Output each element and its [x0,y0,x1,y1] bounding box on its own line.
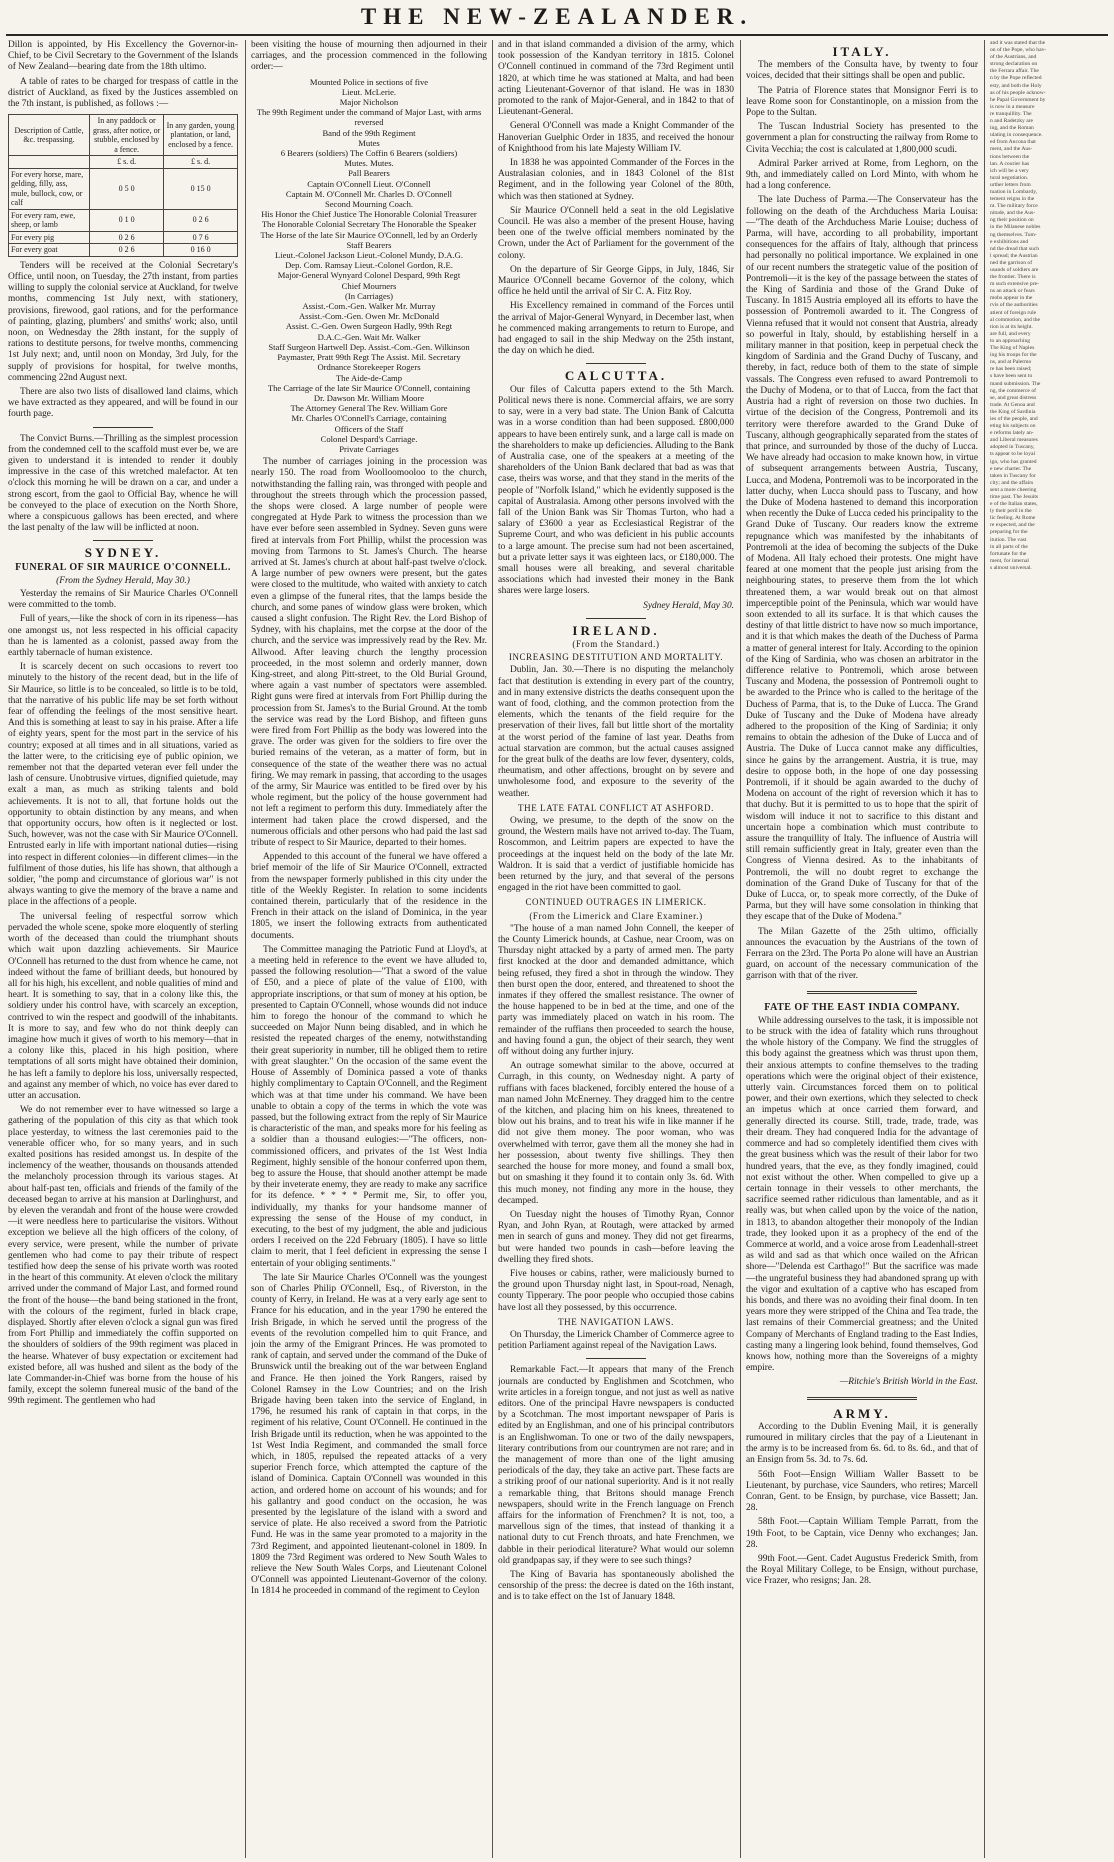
list-item: Assist.-Com.-Gen. Owen Mr. McDonald [298,311,440,322]
text-line: s have been sent to [990,373,1033,380]
section-rule [586,363,646,364]
article-paragraph: been visiting the house of mourning then adjourned in their carriages, and the procession commenced in the following order:— [251,40,487,73]
text-line: taken in Tuscany for [990,472,1036,479]
text-line: preparing for the [990,529,1028,536]
list-item: The Attorney General The Rev. William Gore [290,403,448,414]
section-heading-sydney: SYDNEY. [84,545,162,561]
text-line: lan. A courier has [990,160,1030,167]
column-1 [8,40,238,1858]
article-paragraph: On Thursday, the Limerick Chamber of Commerce agree to petition Parliament against repeal of the Navigation Laws. [498,1329,734,1352]
list-item: Major Nicholson [339,97,399,108]
land-claims-notice: There are also two lists of disallowed land claims, which we have extracted as they appeared, and will be found in our fourth page. [8,386,238,420]
text-line: tement reigns in the [990,196,1035,203]
list-item: Chief Mourners [341,280,397,291]
list-item: Officers of the Staff [334,423,404,434]
list-item: Staff Bearers [346,239,392,250]
list-item: The Carriage of the late Sir Maurice O'Connell, containing [267,382,471,393]
convict-burns-article: The Convict Burns.—Thrilling as the simplest procession from the condemned cell to the scaffold must ever be, we are given to understand it is intended to render it doubly impressive in the case of this wretched malefactor. At ten o'clock this morning he will be drawn on a car, and under a strong escort, from the gaol to Official Bay, whence he will be conveyed to the place of execution on the North Shore, where a conspicuous gallows has been erected, and where the last penalty of the law will be inflicted at noon. [8,433,238,534]
article-paragraph: The King of Bavaria has spontaneously abolished the censorship of the press: the decree is dated on the 16th instant, and is to take effect on the 1st of January 1848. [498,1570,734,1603]
masthead-rule [6,34,1108,36]
table-units: £ s. d. [164,156,238,169]
text-line: ng, the commerce of [990,387,1036,394]
article-paragraph: Five houses or cabins, rather, were maliciously burned to the ground upon Thursday night last, in Spout-road, Nenagh, county Tipperary. The poor people who occupied those cabins have lost all they possessed, by this occurrence. [498,1268,734,1313]
table-cell: 0 2 6 [90,231,164,244]
list-item: D.A.C.-Gen. Wait Mr. Walker [317,331,421,342]
text-line: ns, and at Palermo [990,359,1032,366]
text-line: itution. The vast [990,536,1027,543]
text-line: mand submission. The [990,380,1041,387]
table-header: In any paddock or grass, after notice, or stubble, enclosed by a fence. [90,115,164,156]
section-heading-calcutta: CALCUTTA. [564,368,668,384]
text-line: eting his subjects on [990,423,1036,430]
article-paragraph: The members of the Consulta have, by twenty to four voices, decided that their sittings shall be open and public. [746,60,978,82]
article-paragraph: General O'Connell was made a Knight Commander of the Hanoverian Guelphic Order in 1835, and received the honour of Knighthood from his late Majesty William IV. [498,121,734,154]
text-line: m such extensive pre- [990,281,1039,288]
list-item: Assist.-Com.-Gen. Walker Mr. Murray [302,301,436,312]
column-divider [492,40,493,1858]
trespass-rates-table [8,114,238,257]
text-line: tion is at its height. [990,323,1033,330]
procession-order-list [251,77,487,455]
text-line: ies of the people, and [990,415,1038,422]
text-line: ts appear to be loyal [990,451,1036,458]
text-line: usands of soldiers are [990,267,1039,273]
article-subheading: THE NAVIGATION LAWS. [558,1316,674,1327]
article-paragraph: 56th Foot—Ensign William Waller Bassett to be Lieutenant, by purchase, vice Saunders, who retires; Marcell Conran, Gent. to be Ensign, by purchase, vice Bassett; Jan. 28. [746,1469,978,1514]
table-units: £ s. d. [90,156,164,169]
section-heading-ireland: IRELAND. [572,622,660,638]
list-item: Pall Bearers [348,168,390,179]
list-item: The Honorable Colonial Secretary The Honorable the Speaker [261,219,477,230]
text-line: ing, and the Roman [990,125,1034,132]
text-line: adopted in Tuscany, [990,444,1035,451]
article-paragraph: His Excellency remained in command of the Forces until the arrival of Major-General Wynyard, in December last, when he commenced making arrangements to return to Europe, and had engaged to sail in the ship Medway on the 25th instant, the day on which he died. [498,301,734,357]
table-cell: For every pig [9,231,90,244]
article-paragraph: On the departure of Sir George Gipps, in July, 1846, Sir Maurice O'Connell became Governor of the colony, which office he held until the arrival of Sir C. A. Fitz Roy. [498,264,734,298]
text-line: in all parts of the [990,543,1028,550]
text-line: ulating in consequence. [990,132,1043,139]
article-paragraph: Remarkable Fact.—It appears that many of the French journals are conducted by Englishmen and Scotchmen, who write articles in a foreign tongue, and not just as well as native editors. One of the principal Havre newspapers is conducted by a Scotchman. The most important newspaper of Paris is edited by an Englishman, and one of his principal contributors is an Englishwoman. To one or two of the daily newspapers, literary contributions from our countrymen are not rare; and in the management of more than one of the light amusing periodicals of the day, they take an active part. These facts are a striking proof of our national superiority. And is it not really a remarkable thing, that Britons should manage French newspapers, should write in the French language on French affairs for the information of Frenchmen? It is not, too, a marvellous sign of the times, that instead of thanking it a national duty to cut French throats, and hate Frenchmen, we dabble in their periodical literature? What would our solemn old grandpapas say, if they were to see such things? [498,1365,734,1566]
article-source: Sydney Herald, May 30. [643,600,734,611]
table-cell: For every horse, mare, gelding, filly, ass, mule, bullock, cow, or calf [9,168,90,209]
table-units-row [9,156,238,169]
text-line: and it was stated that the [990,40,1046,46]
text-line: sent a more cheering [990,486,1037,493]
section-rule [586,1358,646,1359]
text-line: strong declaration on [990,61,1038,68]
table-cell: 0 15 0 [164,168,238,209]
list-item: Major-General Wynyard Colonel Despard, 99th Regt [277,270,461,281]
article-paragraph: On Tuesday night the houses of Timothy Ryan, Connor Ryan, and John Ryan, at Routagh, were attacked by armed men in search of guns and money. They did not get firearms, but were handed two pounds in cash—before leaving the dwelling they fired shots. [498,1209,734,1265]
text-line: on of the Pope, who hav- [990,47,1047,54]
column-4 [746,40,978,1858]
table-cell: 0 5 0 [90,168,164,209]
article-paragraph: The Committee managing the Patriotic Fund at Lloyd's, at a meeting held in reference to the event we have alluded to, passed the following resolution—"That a sword of the value of £50, and a piece of plate of the value of £100, with appropriate inscriptions, or that sum of money at his option, be presented to Captain O'Connell, whose wounds did not induce him to forego the honour of the command to which he succeeded on Major Nunn being disabled, and in which he resisted the repeated charges of the enemy, notwithstanding their great superiority in number, till he obliged them to retire with great slaughter." On the occasion of the same event the House of Assembly of Dominica passed a vote of thanks highly complimentary to Captain O'Connell, and the Regiment which was at that time under his command. We have been unable to obtain a copy of the terms in which the vote was passed, but the following extract from the reply of Sir Maurice is characteristic of the man, and speaks more for his feeling as a soldier than a thousand eulogies:—"The officers, non-commissioned officers, and privates of the 1st West India Regiment, highly sensible of the honour conferred upon them, beg to assure the House, that should another attempt be made by their inveterate enemy, they are ready to make any sacrifice for its defence. * * * * Permit me, Sir, to offer you, individually, my thanks for your handsome manner of expressing the sense of the House of my conduct, in executing, to the best of my judgment, the able and judicious orders I received on the 22d February (1805). I have so little claim to merit, that I feel deficient in expressing the sense I entertain of your obliging sentiments." [251,944,487,1269]
text-line: The King of Naples [990,345,1035,352]
list-item: Private Carriages [339,443,399,454]
table-row [9,244,238,257]
list-item: 6 Bearers (soldiers) The Coffin 6 Bearers (soldiers) [280,148,458,159]
article-paragraph: While addressing ourselves to the task, it is impossible not to be struck with the idea of fatality which runs throughout the whole history of the Company. We find the struggles of this body against the greatness which was thrust upon them, their anxious attempts to confine themselves to the trading operations which were the original object of their existence, utterly vain. Circumstances forced them on to political power, and their own exertions, which they selected to check an impetus which at once carried them forward, and generally directed its course. Still, trade, trade, trade, was their dream. They had conquered India for the advantage of commerce and had so completely identified them cives with the great business which was the result of their labor for two hundred years, that the eve, as they fondly imagined, could not exist without the other. When compelled to give up a certain tonnage in their vessels to other merchants, the sacrifice seemed rather ridiculous than lamentable, and as it really was, but when called upon by the voice of the nation, in 1813, to abandon altogether their monopoly of the Indian trade, they looked upon it as a prophecy of the end of the Commerce at world, and a voice arose from Leadenhall-street as wild and sad as that which once wailed on the African shore—"Delenda est Carthago!" But the sacrifice was made—the ungrateful business they had abandoned sprang up with the vigor and exultation of a captive who has escaped from his bonds, and there was no avoiding their final doom. In ten years more they were stripped of the China and Tea trade, the last remains of their Commercial greatness; and the United Company of Merchants of England trading to the East Indies, casting many a lingering look behind, found themselves, God knows how, nothing more than the Sovereigns of a mighty empire. [746,1015,978,1374]
article-paragraph: Admiral Parker arrived at Rome, from Leghorn, on the 9th, and immediately called on Lord Minto, with whom he had a long conference. [746,158,978,192]
list-item: The Horse of the late Sir Maurice O'Connell, led by an Orderly [260,229,478,240]
article-source: (From the Limerick and Clare Examiner.) [529,910,703,921]
table-row [9,231,238,244]
section-rule [807,991,917,994]
cropped-text-lines [990,40,1108,572]
list-item: Mutes. Mutes. [344,158,394,169]
text-line: e reforms lately an- [990,430,1034,437]
text-line: rvis of the authorities [990,302,1038,309]
list-item: Staff Surgeon Hartwell Dep. Assist.-Com.-Gen. Wilkinson [268,341,470,352]
text-line: e exhibitions and [990,238,1029,245]
section-rule [807,1397,917,1400]
text-line: in the Milanese nobles [990,224,1041,231]
list-item: Ordnance Storekeeper Rogers [317,362,421,373]
text-line: nt. The military force [990,203,1038,210]
text-line: n and Radetzky are [990,118,1034,125]
article-source: —Ritchie's British World in the East. [839,1377,978,1388]
section-rule [93,427,153,428]
text-line: ng themselves. Tum- [990,231,1037,238]
text-line: the Ferrara affair. The [990,68,1039,75]
section-heading-east-india: FATE OF THE EAST INDIA COMPANY. [764,1001,960,1013]
list-item: Mr. Charles O'Connell's Carriage, containing [291,413,447,424]
text-line: and Liberal measures [990,437,1038,444]
text-line: n by the Pope reflected [990,75,1042,82]
table-header: Description of Cattle, &c. trespassing. [9,115,90,156]
text-line: ns an attack or fears [990,288,1035,295]
text-line: urther letters from [990,181,1031,188]
article-paragraph: The number of carriages joining in the procession was nearly 150. The road from Woolloomooloo to the church, notwithstanding the falling rain, was thronged with people and throughout the streets through which the procession passed, the shops were closed. A large number of people were congregated at Hyde Park to witness the procession than we have ever before seen assembled in Sydney. Seven guns were fired at intervals from Fort Phillip, whilst the procession was moving from Tarmons to St. James's Church. The hearse arrived at St. James's church at about half-past twelve o'clock. A large number of pew owners were present, but the gates were closed to the multitude, who waited with anxiety to catch even a glimpse of the funeral rites, that the lamps beside the church, and some panes of window glass were broken, which caused a slight confusion. The Right Rev. the Lord Bishop of Sydney, with his chaplains, met the corpse at the door of the church, and the service was impressively read by the Rev. Mr. Allwood. After leaving church the lengthy procession proceeded, in the most solemn and orderly manner, down King-street, and along Pitt-street, to the Old Burial Ground, where again a vast number of spectators were assembled. Right guns were fired at intervals from Fort Phillip during the procession from St. James's to the Burial Ground. At the tomb the service was read by the Lord Bishop, and fifteen guns were fired from Fort Phillip as the body was lowered into the grave. The order was given for the soldiers to fire over the buried remains of the veteran, as a matter of form, but in consequence of the state of the weather there was no actual firing. We may remark in passing, that according to the usages of the army, Sir Maurice was entitled to be fired over by his whole regiment, but the policy of the house government had not left a regiment to perform this duty. Immediately after the interment had taken place the crowd dispersed, and the numerous officials and other persons who had paid the last sad tribute of respect to Sir Maurice, departed to their homes. [251,457,487,849]
article-paragraph: It is scarcely decent on such occasions to revert too minutely to the history of the recent dead, but in the life of Sir Maurice, so little is to be concealed, so little is to be told, that the narrative of his public life may be set forth without fear of offending the feelings of the most sensitive heart. And this is something at least to say in his praise. After a life of eighty years, spent for the most part in the service of his country; exposed at all times and in all situations, varied as the latter were, to the criticising eye of public opinion, we remember not that the departed veteran ever fell under the lash of censure. Unobtrusive virtues, dignified quietude, may exalt a man, as much as striking talents and bold achievements. It is not to all, that fortune holds out the opportunity to obtain distinction by any means, and when that opportunity occurs, how often is it neglected or lost. Such, however, was not the case with Sir Maurice O'Connell. Entrusted early in life with important national duties—rising into respect in different colonies—in different climes—in the fulfilment of those duties, his life has shown, that although a soldier, "the pomp and circumstance of glorious war" is not always wanting to give the memory of the brave a name and place in the affections of a people. [8,662,238,908]
text-line: is now in a measure [990,103,1035,110]
table-cell: 0 1 0 [90,209,164,231]
text-line: re tranquillity. The [990,110,1032,117]
table-header: In any garden, young plantation, or land, enclosed by a fence. [164,115,238,156]
list-item: The 99th Regiment under the command of Major Last, with arms reversed [256,107,482,128]
text-line: to an approaching [990,337,1031,344]
article-subheading: THE LATE FATAL CONFLICT AT ASHFORD. [518,802,714,813]
text-line: of the Austrians, and [990,54,1037,61]
article-paragraph: According to the Dublin Evening Mail, it is generally rumoured in military circles that the pay of a Lieutenant in the army is to be increased from 6s. 6d. to 8s. 6d., and that of an Ensign from 5s. 3d. to 7s. 6d. [746,1421,978,1466]
table-header-row [9,115,238,156]
article-paragraph: Our files of Calcutta papers extend to the 5th March. Political news there is none. Commercial affairs, we are sorry to say, were in a very bad state. The Union Bank of Calcutta was in a worse condition than had been supposed. £800,000 appears to have been entirely sunk, and a large call is made on the shareholders to make up deficiencies. Alluding to the Bank of Australia case, one of the speakers at a meeting of the shareholders of the Union Bank declared that bad as was that case, theirs was worse, and that they stand in the merits of the people of "Norfolk Island," which he evidently supposed is the capital of Australasia. Among other persons involved with the fall of the Union Bank was Sir Thomas Turton, who had a salary of £3600 a year as Ecclesiastical Registrar of the Supreme Court, and who was deficient in his public accounts to a large amount. The precise sum had not been ascertained, but a private letter says it was eighteen lacs, or £180,000. The small houses were all breaking, and several charitable associations which had invested their money in the Bank shares were large losers. [498,384,734,597]
text-line: the King of Sardinia [990,408,1036,415]
text-line: are full, and every [990,330,1031,337]
text-line: ned the garrison of [990,259,1033,266]
article-paragraph: Appended to this account of the funeral we have offered a brief memoir of the life of Sir Maurice O'Connell, extracted from the newspaper formerly published in this city under the title of the Weekly Register. In relation to some incidents contained therein, particularly that of the residence in the French in their attack on the island of Dominica, in the year 1805, we insert the following extracts from authenticated documents. [251,852,487,941]
table-cell: 0 7 6 [164,231,238,244]
list-item: Captain M. O'Connell Mr. Charles D. O'Connell [285,188,453,199]
text-line: ment, for internal [990,557,1029,564]
article-paragraph: The late Duchess of Parma.—The Conservateur has the following on the death of the Archduchess Maria Louisa:—"The death of the Archduchess Marie Louise; duchess of Parma, will have, according to all probability, important consequences for the affairs of Italy, although that princess had personally no political importance. We explained in one of our recent numbers the strategetic value of the position of Pontremoli—it is the key of the passage between the states of the King of Sardinia and those of the Grand Duke of Tuscany. In 1815 Austria employed all its efforts to have the possession of Pontremoli awarded to it. The Congress of Vienna refused that it would not consent that Austria, already so powerful in Italy, should, by establishing herself in a military manner in that position, keep in perpetual check the kingdom of Sardinia and the Grand Duchy of Tuscany, and thereby, in fact, reduce both of them to the state of simple vassals. The Congress even refused to award Pontremoli to the Duchy of Modena, or to that of Lucca, from the fact that Austria had a right of reversion on those two duchies. In virtue of the decision of the Congress, Pontremoli and its territory were therefore awarded to the Grand Duke of Tuscany, although geographically separated from the states of that prince, and surrounded by those of the duchy of Lucca. We have already had occasion to make known how, in virtue of subsequent arrangements between Austria, Tuscany, Lucca, and Modena, Pontremoli was to be incorporated in the latter duchy, when Lucca should pass to Tuscany, and how the Duke of Modena hastened to demand this incorporation when recently the Duke of Lucca ceded his principality to the Grand Duke of Tuscany. Our readers know the extreme repugnance which was manifested by the inhabitants of Pontremoli at the idea of becoming the subjects of the Duke of Modena. All Italy echoed their protests. One might have feared at one moment that the people just arising from the neighbouring states, to preserve them from the lot which threatened them, a war would break out on that almost imperceptible point of the Peninsula, which war would have soon extended to all its surface. It is that which causes the destiny of that little district to have now so much importance, and it is that which makes the death of the Duchess of Parma a matter of general interest for Italy. According to the opinion of the King of Sardinia, who was chosen an arbitrator in the difference relative to Pontremoli, which arose between Tuscany and Modena, the possession of Pontremoli ought to be awarded to the Prince who is called to the heritage of the Duchess of Parma, that is, to the Duke of Lucca. The Grand Duke of Tuscany and the Duke of Modena have already adhered to the proposition of the King of Sardinia; it only remains to obtain the adhesion of the Duke of Lucca and of Austria. The Duke of Lucca cannot make any difficulties, since he gains by the arrangement. Austria, it is true, may desire to oppose both, in the hope of one day possessing Pontremoli, if it should be again awarded to the duchy of Modena on account of the right of reversion which it has to that duchy. But it is permitted to us to hope that the spirit of wisdom will induce it not to sacrifice to this distant and uncertain hope a combination which must contribute to assure the tranquillity of Italy. The influence of Austria will still remain sufficiently great in Italy, greater even than the Congress of Vienna desired. As to the inhabitants of Pontremoli, the will no doubt regret to exchange the domination of the Grand Duke of Tuscany for that of the Duke of Lucca, or, to speak more correctly, of the Duke of Parma, but they will have some consolation in thinking that they escape that of the Duke of Modena." [746,195,978,923]
table-cell: For every ram, ewe, sheep, or lamb [9,209,90,231]
list-item: Assist. C.-Gen. Owen Surgeon Hadly, 99th Regt [285,321,453,332]
list-item: Second Mourning Coach. [324,199,414,210]
table-cell: 0 2 6 [90,244,164,257]
table-cell: 0 2 6 [164,209,238,231]
article-source: (From the Standard.) [572,638,660,649]
text-line: lic feeling. At Rome [990,515,1036,522]
text-line: city; and the affairs [990,479,1034,486]
text-line: se, and great distress [990,394,1037,401]
list-item: Band of the 99th Regiment [322,127,416,138]
text-line: mobs appear in the [990,295,1033,302]
text-line: fortunate for the [990,550,1027,557]
article-paragraph: The Patria of Florence states that Monsignor Ferri is to leave Rome soon for Constantinople, on a mission from the Pope to the Sultan. [746,85,978,119]
text-line: trade. At Genoa and [990,401,1035,408]
column-divider [740,40,741,1858]
article-paragraph: 58th Foot.—Captain William Temple Parratt, from the 19th Foot, to be Captain, vice Denny who exchanges; Jan. 28. [746,1517,978,1550]
table-row [9,209,238,231]
article-paragraph: The universal feeling of respectful sorrow which pervaded the whole scene, spoke more eloquently of sterling worth of the deceased than could the triumphant shouts which wait upon dazzling achievements. Sir Maurice O'Connell has returned to the dust from whence he came, not indeed without the fame of brilliant deeds, but honoured by all for his high, his excellent, and noble qualities of mind and heart. It is something to say, that in a colony like this, the soldiery under his control have, with scarcely an exception, contrived to win the respect and goodwill of the inhabitants. It is more to say, and few who do not think deeply can imagine how much it gives of worth to his memory—that in a colony like this, placed in his high position, where temptations of all sorts might have obtained their dominion, he has left a family to deplore his loss, universally respected, and against any member of which, no voice has ever dared to utter an accusation. [8,911,238,1101]
article-paragraph: An outrage somewhat similar to the above, occurred at Curragh, in this county, on Wednesday night. A party of ruffians with faces blackened, forcibly entered the house of a man named John McEnerney. They dragged him to the centre of the kitchen, and placing him on his knees, threatened to blow out his brains, and to treat his wife in like manner if he did not give them money. The poor woman, who was overwhelmed with terror, gave them all the money she had in her possession, about twenty five shillings. They then searched the house for more money, and found a small box, but on smashing it they found it to contain only 3s. 6d. With this much money, not finding any more in the house, they decamped. [498,1061,734,1206]
masthead-title: THE NEW-ZEALANDER. [360,4,754,29]
section-rule [93,540,153,541]
list-item: Mutes [358,137,380,148]
text-line: nd the dread that such [990,245,1040,252]
column-divider [984,40,985,1858]
section-heading-italy: ITALY. [832,44,892,59]
column-3 [498,40,734,1858]
text-line: as of his people acknow- [990,89,1046,96]
text-line: ng their position on [990,217,1034,224]
text-line: tural negotiation. [990,174,1029,181]
text-line: the frontier. There is [990,274,1036,281]
list-item: Paymaster, Pratt 99th Regt The Assist. Mil. Secretary [277,352,461,363]
text-line: ign, who has granted [990,458,1037,465]
text-line: ich will be a very [990,167,1029,174]
list-item: Dr. Dawson Mr. William Moore [313,392,425,403]
section-rule [586,618,646,619]
text-line: al commotion, and the [990,316,1041,323]
article-source: (From the Sydney Herald, May 30.) [56,575,190,586]
column-divider [245,40,246,1858]
section-heading-army: ARMY. [833,1405,891,1421]
list-item: Lieut.-Colonel Jackson Lieut.-Colonel Mundy, D.A.G. [274,250,463,261]
text-line: ment, and the Aus- [990,146,1033,153]
tenders-notice: Tenders will be received at the Colonial Secretary's Office, until noon, on Tuesday, the 27th instant, from parties willing to supply the colonial service at Auckland, for twelve months, commencing 1st July next, with stationery, provisions, firewood, gaol rations, and for the performance of painting, glazing, plumbers' and smiths' work; also, until noon, on Wednesday the 28th instant, for the supply of rations to destitute persons, for twelve months, commencing 1st July next; and, until noon on Monday, 3rd July, for the supply of provisions for hospital, for twelve months, commencing 22nd August next. [8,260,238,383]
article-subheading: INCREASING DESTITUTION AND MORTALITY. [508,652,724,663]
text-line: ed from Ancona that [990,139,1036,146]
article-paragraph: The Milan Gazette of the 25th ultimo, officially announces the evacuation by the Austrians of the town of Ferrara on the 23rd. The Porta Po alone will have an Austrian guard, on account of the necessary communication of the garrison with that of the river. [746,926,978,982]
article-paragraph: Sir Maurice O'Connell held a seat in the old Legislative Council. He was also a member of the present House, having been one of the twelve official members nominated by the Crown, under the Act of Parliament for the government of the colony. [498,205,734,261]
text-line: e new charter. The [990,465,1032,472]
column-5-cropped [990,40,1108,1858]
article-paragraph: "The house of a man named John Connell, the keeper of the County Limerick hounds, at Cashue, near Croom, was on Thursday night attacked by a party of armed men. The party first knocked at the door and demanded admittance, which being refused, they fired a shot in through the window. They then burst open the door, entered, and threatened to shoot the inmates if they offered the smallest resistance. The owner of the house happened to be in bed at the time, and one of the party was immediately placed on watch in his room. The remainder of the ruffians then proceeded to search the house, and having found a gun, the object of their search, they went off without doing any further injury. [498,923,734,1058]
list-item: Captain O'Connell Lieut. O'Connell [307,178,431,189]
list-item: (In Carriages) [345,290,393,301]
list-item: Colonel Despard's Carriage. [320,433,418,444]
text-line: l spread; the Austrian [990,252,1038,259]
text-line: tions between the [990,153,1030,160]
text-line: atient of foreign rule [990,309,1037,316]
table-cell: For every goat [9,244,90,257]
article-paragraph: We do not remember ever to have witnessed so large a gathering of the population of this city as that which took place yesterday, to witness the last ceremonies paid to the venerable officer who, for so many years, and in such exalted positions has resided amongst us. In despite of the inclemency of the weather, thousands on thousands attended the melancholy procession through its various stages. At about half-past ten, officials and friends of the family of the deceased began to arrive at his mansion at Darlinghurst, and by eleven the verandah and front of the house were crowded—it were needless here to particularise the visitors. Without exception we believe all the high officers of the colony, of every service, were present, while the number of private gentlemen who had come to pay their tribute of respect testified how deep the sense of his private worth was rooted in the heart of this community. At eleven o'clock the military arrived under the command of Major Last, and formed round the front of the house—the band being stationed in the front, with the colours of the regiment, furled in black crape, displayed. Shortly after eleven o'clock a signal gun was fired from Fort Phillip and immediately the coffin supported on the shoulders of soldiers of the 99th regiment was placed in the hearse. Whatever of busy expectation or excitement had existed before, all was hushed and silent as the body of the late Commander-in-Chief was borne from the house of his family, except the solemn funereal music of the band of the 99th regiment. The gentlemen who had [8,1105,238,1407]
rates-intro: A table of rates to be charged for trespass of cattle in the district of Auckland, as fixed by the Justices assembled on the 7th instant, is published, as follows :— [8,76,238,110]
list-item: Mounted Police in sections of five [309,76,429,87]
table-row [9,168,238,209]
list-item: Dep. Com. Ramsay Lieut.-Colonel Gordon, R.E. [285,260,453,271]
text-line: nitude, and the Aus- [990,210,1036,217]
article-subheading: CONTINUED OUTRAGES IN LIMERICK. [525,897,707,908]
article-paragraph: Dublin, Jan. 30.—There is no disputing the melancholy fact that destitution is extending in every part of the country, and in many extensive districts the deaths consequent upon the want of food, clothing, and the common protection from the elements, which the tenants of the field require for the preservation of their lives, fall but little short of the mortality at the worst period of the famine of last year. Deaths from actual starvation are common, but the actual causes assigned for the great bulk of the deaths are low fever, dysentery, colds, rheumatism, and other affections, brought on by severe and unwholesome food, and exposure to the severity of the weather. [498,665,734,799]
text-line: re expected, and the [990,522,1035,529]
list-item: Lieut. McLerie. [341,86,397,97]
text-line: e of the Italian states, [990,501,1038,508]
list-item: The Aide-de-Camp [335,372,403,383]
article-paragraph: The Tuscan Industrial Society has presented to the government a plan for constructing the railway from Rome to Civita Vecchia; the cost is calculated at 1,800,000 scudi. [746,122,978,155]
article-paragraph: Full of years,—like the shock of corn in its ripeness—has one amongst us, not less respected in his official capacity than he is lamented as a colonist, passed away from the earthly tabernacle of human existence. [8,614,238,659]
text-line: he Papal Government by [990,96,1046,103]
article-paragraph: Owing, we presume, to the depth of the snow on the ground, the Western mails have not arrived to-day. The Tuam, Roscommon, and Leitrim papers are expected to have the proceedings at the inquest held on the body of the late Mr. Waldron. It is said that a verdict of justifiable homicide has been returned by the jury, and that several of the persons engaged in the riot have been committed to gaol. [498,816,734,894]
text-line: s almost universal. [990,564,1032,571]
text-line: ing his troops for the [990,352,1037,359]
article-paragraph: In 1838 he was appointed Commander of the Forces in the Australasian colonies, and in 1843 Colonel of the 81st Regiment, and in the following year Colonel of the 80th, which was then stationed at Sydney. [498,158,734,202]
text-line: tuation in Lombardy, [990,188,1038,195]
article-paragraph: The late Sir Maurice Charles O'Connell was the youngest son of Charles Philip O'Connell, Esq., of Riverston, in the county of Kerry, in Ireland. He was at a very early age sent to France for his education, and in the year 1790 he entered the Irish Brigade, in which he served until the progress of the events of the revolution compelled him to quit France, and join the army of the Emigrant Princes. He was promoted to rank of captain, and served under the command of the Duke of Brunswick until the breaking out of the war between England and France. He then joined the York Rangers, raised by Colonel Ramsey in the Low Countries; and on the Irish Brigade having been taken into the service of England, in 1796, he resumed his rank of captain in that corps, in the regiment of his relative, Count O'Connell. He continued in the Irish Brigade until its reduction, when he was appointed to the 1st West India Regiment, and commanded the small force which, in 1805, repulsed the repeated attacks of a very superior French force, which attempted the capture of the island of Dominica. Captain O'Connell was wounded in this action, and ordered home on account of his wounds; and for his gallantry and good conduct on the occasion, he was presented by the legislature of the island with a sword and service of plate. He also received a sword from the Patriotic Fund. He was in the same year promoted to a majority in the 73rd Regiment, and appointed lieutenant-colonel in 1809. In 1809 the 73rd Regiment was ordered to New South Wales to relieve the New South Wales Corps, and Lieutenant Colonel O'Connell was appointed Lieutenant-Governor of the colony. In 1814 he proceeded in command of the regiment to Ceylon [251,1272,487,1597]
text-line: ly their peril in the [990,508,1032,515]
article-paragraph: and in that island commanded a division of the army, which took possession of the Kandyan territory in 1815. Colonel O'Connell continued in command of the 73rd Regiment until 1820, at which time he was stationed at Malta, and had been acting Lieutenant-Governor of that island. He was in 1830 promoted to the rank of Major-General, and in 1842 to that of Lieutenant-General. [498,40,734,118]
list-item: His Honor the Chief Justice The Honorable Colonial Treasurer [261,209,477,220]
column-2 [251,40,487,1858]
civil-secretary-notice: Dillon is appointed, by His Excellency the Governor-in-Chief, to be Civil Secretary to the Government of the Islands of New Zealand—bearing date from the 18th ultimo. [8,40,238,73]
article-paragraph: Yesterday the remains of Sir Maurice Charles O'Connell were committed to the tomb. [8,589,238,611]
text-line: re has been raised; [990,366,1032,373]
text-line: esty, and both the Holy [990,82,1042,89]
article-heading-funeral: FUNERAL OF SIR MAURICE O'CONNELL. [15,561,231,573]
article-paragraph: 99th Foot.—Gent. Cadet Augustus Frederick Smith, from the Royal Military College, to be Ensign, without purchase, vice Frazer, who resigns; Jan. 28. [746,1554,978,1587]
table-cell: 0 16 0 [164,244,238,257]
text-line: time past. The Jesuits [990,494,1039,500]
